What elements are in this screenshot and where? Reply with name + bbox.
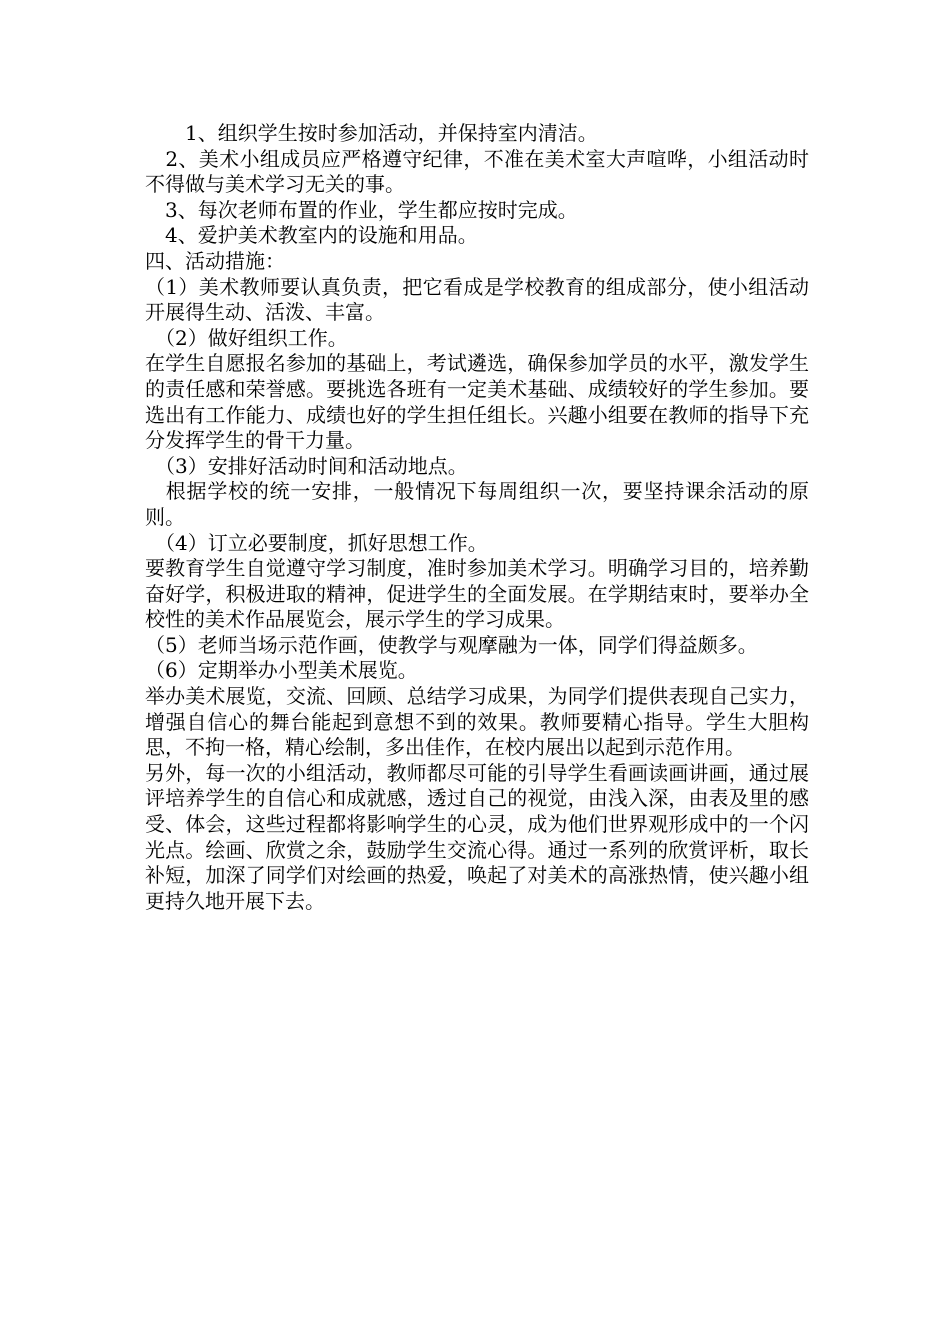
paragraph-measure-2-title: （2）做好组织工作。 — [145, 325, 348, 350]
paragraph-rule-3: 3、每次老师布置的作业，学生都应按时完成。 — [145, 197, 578, 222]
paragraph-measure-4-title: （4）订立必要制度，抓好思想工作。 — [145, 530, 488, 555]
section-heading-measures: 四、活动措施： — [145, 248, 285, 273]
paragraph-closing: 另外，每一次的小组活动，教师都尽可能的引导学生看画读画讲画，通过展评培养学生的自信心和成就感，透过自己的视觉，由浅入深，由表及里的感受、体会，这些过程都将影响学生的心灵，成为他们世界观形成中的一个闪光点。绘画、欣赏之余，鼓励学生交流心得。通过一系列的欣赏评析，取长补短，加深了同学们对绘画的热爱，唤起了对美术的高涨热情，使兴趣小组更持久地开展下去。 — [145, 760, 809, 913]
paragraph-rule-2: 2、美术小组成员应严格遵守纪律，不准在美术室大声喧哗，小组活动时不得做与美术学习无关的事。 — [145, 146, 809, 197]
paragraph-measure-2-body: 在学生自愿报名参加的基础上，考试遴选，确保参加学员的水平，激发学生的责任感和荣誉感。要挑选各班有一定美术基础、成绩较好的学生参加。要选出有工作能力、成绩也好的学生担任组长。兴趣小组要在教师的指导下充分发挥学生的骨干力量。 — [145, 351, 809, 453]
paragraph-measure-4-body: 要教育学生自觉遵守学习制度，准时参加美术学习。明确学习目的，培养勤奋好学，积极进取的精神，促进学生的全面发展。在学期结束时，要举办全校性的美术作品展览会，展示学生的学习成果。 — [145, 556, 809, 632]
paragraph-measure-3-title: （3）安排好活动时间和活动地点。 — [145, 453, 468, 478]
paragraph-measure-6-body: 举办美术展览，交流、回顾、总结学习成果，为同学们提供表现自己实力，增强自信心的舞台能起到意想不到的效果。教师要精心指导。学生大胆构思，不拘一格，精心绘制，多出佳作，在校内展出以起到示范作用。 — [145, 684, 809, 760]
paragraph-measure-3-body: 根据学校的统一安排，一般情况下每周组织一次，要坚持课余活动的原则。 — [145, 479, 809, 529]
paragraph-measure-1: （1）美术教师要认真负责，把它看成是学校教育的组成部分，使小组活动开展得生动、活泼、丰富。 — [145, 274, 809, 325]
paragraph-measure-5: （5）老师当场示范作画，使教学与观摩融为一体，同学们得益颇多。 — [145, 632, 758, 657]
paragraph-rule-4: 4、爱护美术教室内的设施和用品。 — [145, 223, 478, 248]
document-body — [145, 121, 809, 914]
paragraph-measure-6-title: （6）定期举办小型美术展览。 — [145, 658, 418, 683]
paragraph-rule-1: 1、组织学生按时参加活动，并保持室内清洁。 — [145, 121, 598, 145]
